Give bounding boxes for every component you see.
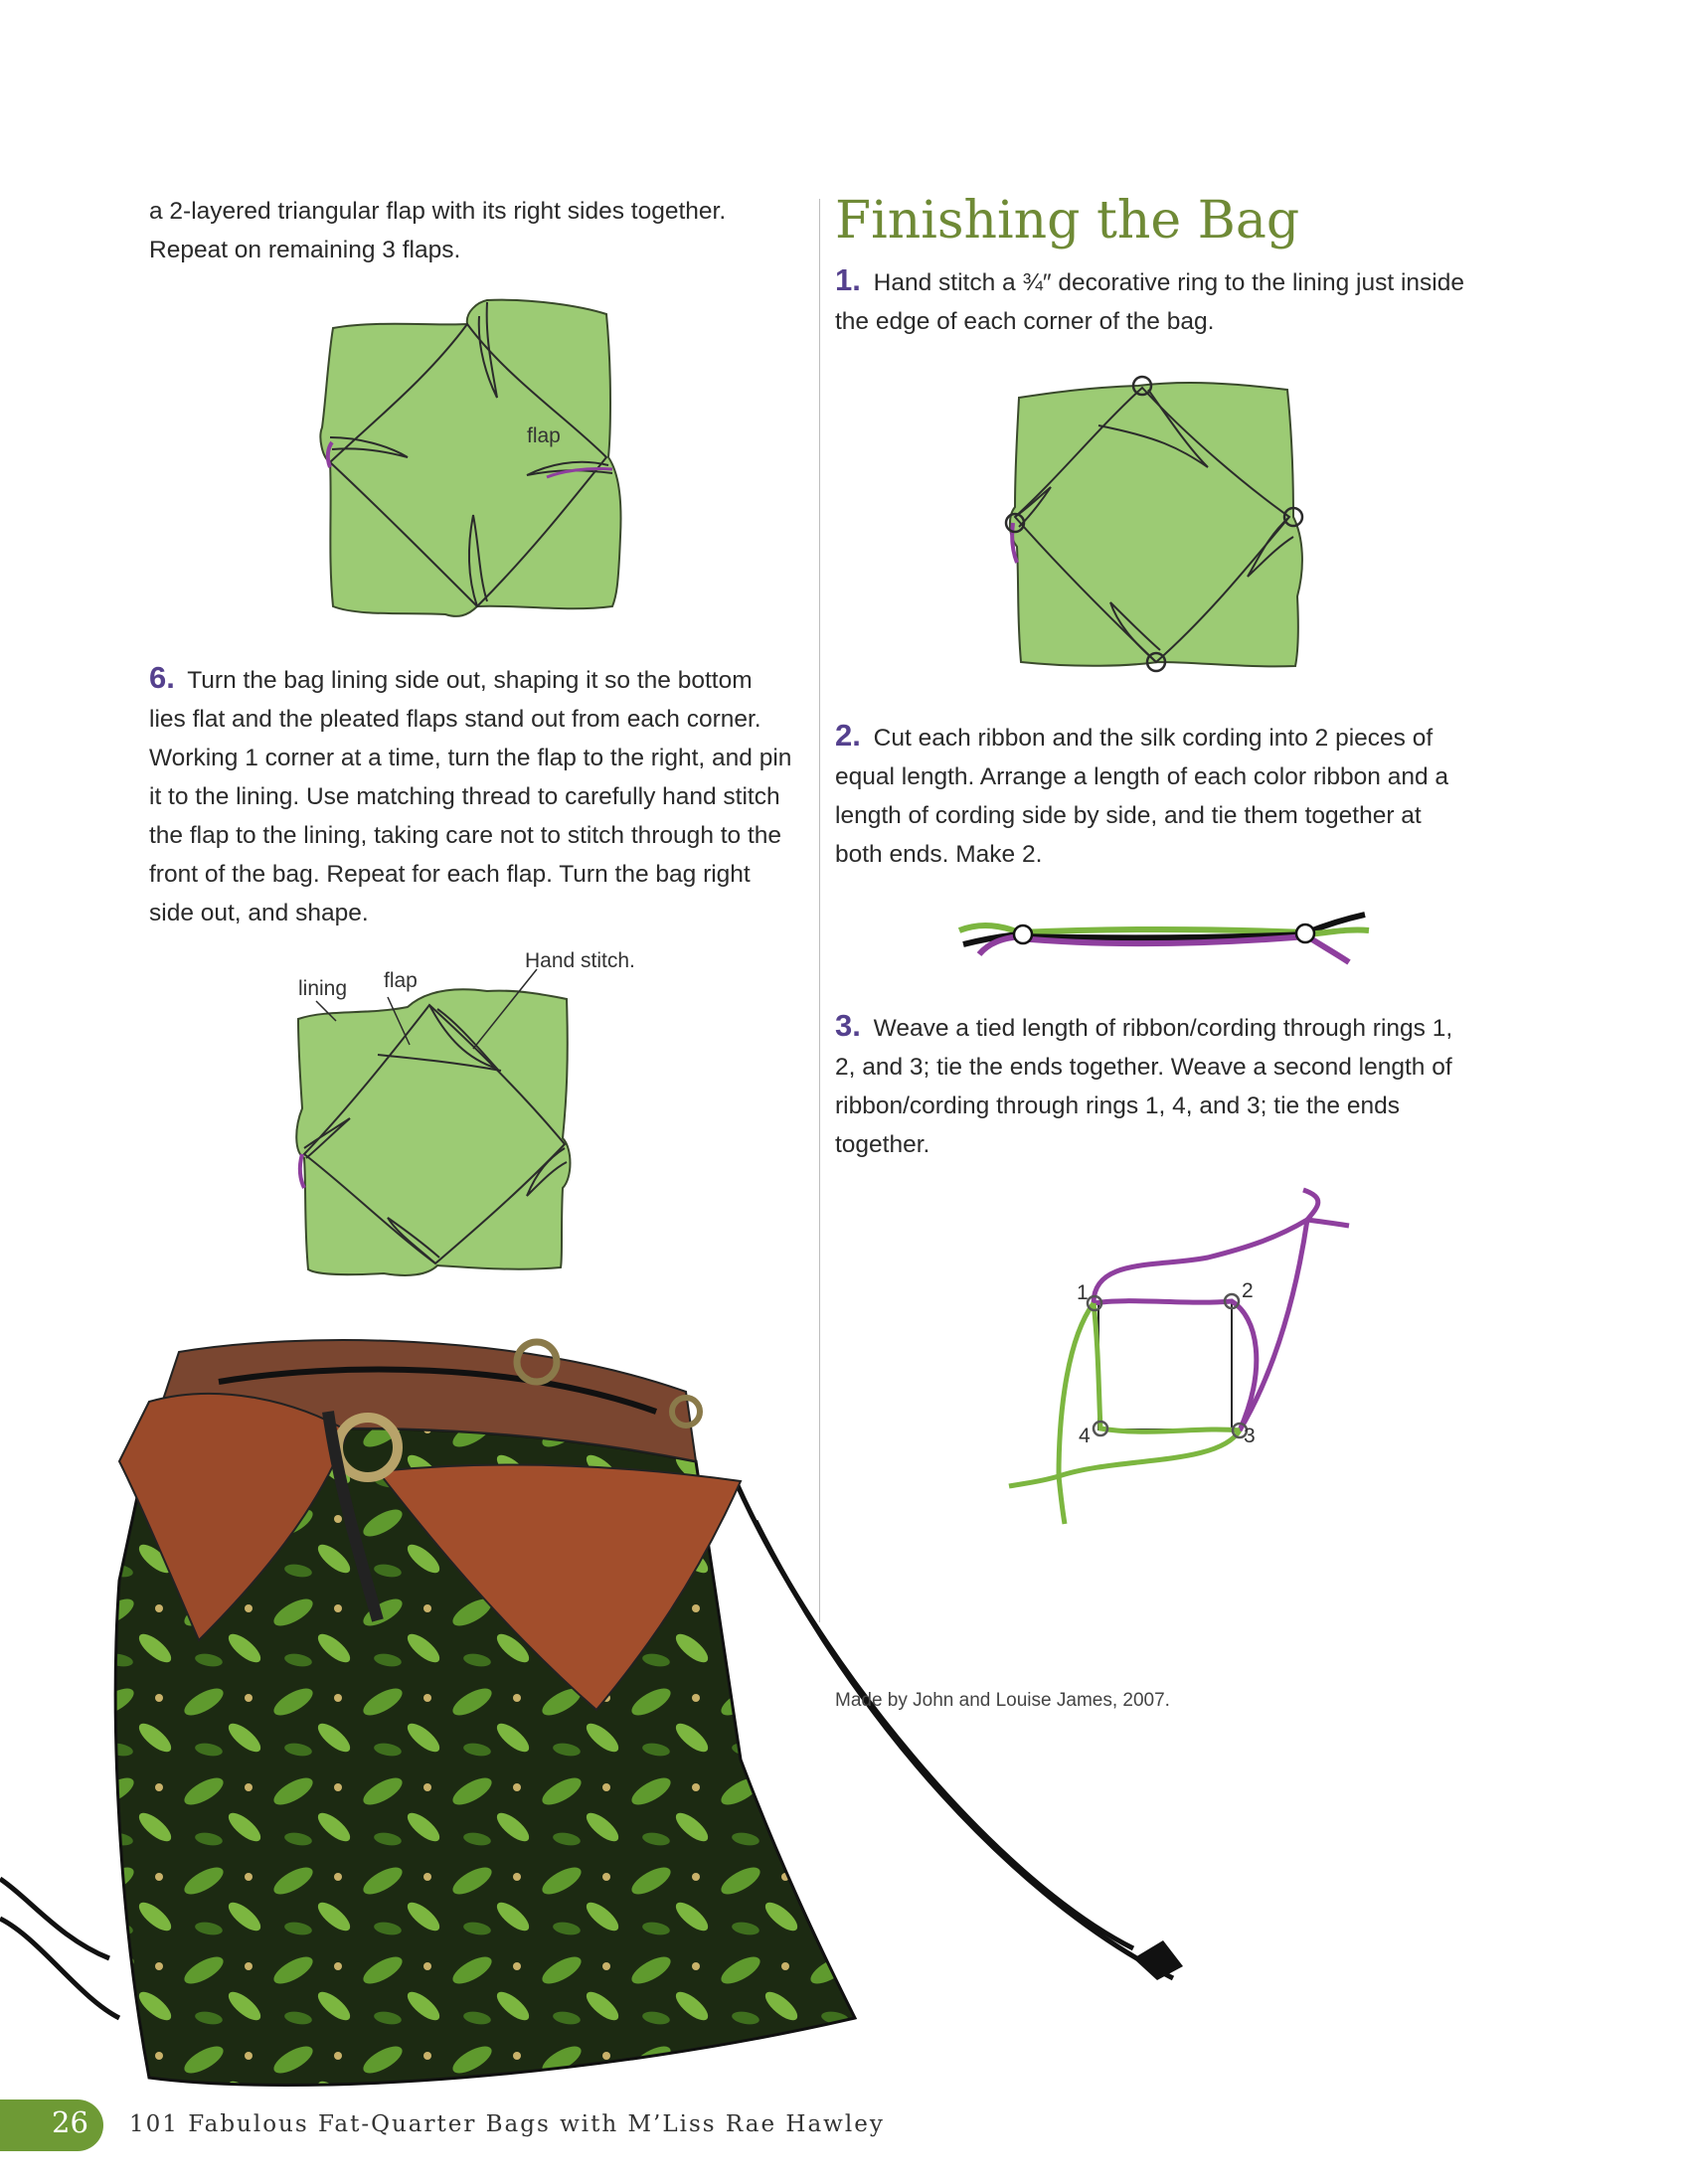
step-1-text: Hand stitch a ¾″ decorative ring to the lining just inside the edge of each corner of the bag. <box>835 269 1464 335</box>
book-title: 101 Fabulous Fat-Quarter Bags with M’Liss Rae Hawley <box>129 2111 885 2137</box>
photo-caption: Made by John and Louise James, 2007. <box>835 1690 1170 1711</box>
ring-1-label: 1 <box>1077 1281 1089 1304</box>
step-1-paragraph <box>835 260 1471 341</box>
figure-rings-diagram <box>999 368 1317 686</box>
knot-left-icon <box>1014 925 1032 943</box>
step-2-number: 2. <box>835 718 861 753</box>
section-heading: Finishing the Bag <box>835 191 1300 251</box>
lining-label: lining <box>298 977 348 1000</box>
flap-label-2: flap <box>384 969 418 992</box>
figure-tied-ribbons <box>959 903 1377 972</box>
flap-label: flap <box>527 424 561 447</box>
figure-flaps-diagram <box>318 298 636 626</box>
step-2-paragraph <box>835 716 1471 874</box>
ring-4-label: 4 <box>1079 1425 1091 1447</box>
intro-text: a 2-layered triangular flap with its right sides together. Repeat on remaining 3 flaps. <box>149 198 727 263</box>
step-6-paragraph <box>149 658 795 932</box>
figure-hand-stitch-diagram <box>288 949 646 1297</box>
step-2-text: Cut each ribbon and the silk cording into 2 pieces of equal length. Arrange a length of each color ribbon and a length of cording side by side, and tie them together at both ends. Make 2. <box>835 725 1449 868</box>
step-6-text: Turn the bag lining side out, shaping it so the bottom lies flat and the pleated flaps stand out from each corner. Working 1 corner at a time, turn the flap to the right, and pin it to the lining. Use matching thread to carefully hand stitch the flap to the lining, taking care not to stitch through to the front of the bag. Repeat for each flap. Turn the bag right side out, and shape. <box>149 667 792 926</box>
step-6-number: 6. <box>149 660 175 695</box>
knot-right-icon <box>1296 924 1314 942</box>
step-1-number: 1. <box>835 262 861 297</box>
ring-3-label: 3 <box>1244 1425 1256 1447</box>
ring-2-label: 2 <box>1242 1279 1254 1302</box>
figure-weaving-diagram <box>979 1188 1357 1546</box>
step-3-paragraph <box>835 1006 1471 1164</box>
step-3-number: 3. <box>835 1008 861 1043</box>
column-divider <box>819 199 820 1622</box>
step-3-text: Weave a tied length of ribbon/cording through rings 1, 2, and 3; tie the ends together. Weave a second length of ribbon/cording through rings 1, 4, and 3; tie the ends together. <box>835 1015 1453 1158</box>
page-number: 26 <box>52 2105 88 2139</box>
hand-stitch-label: Hand stitch. <box>525 949 635 972</box>
intro-paragraph <box>149 192 785 269</box>
